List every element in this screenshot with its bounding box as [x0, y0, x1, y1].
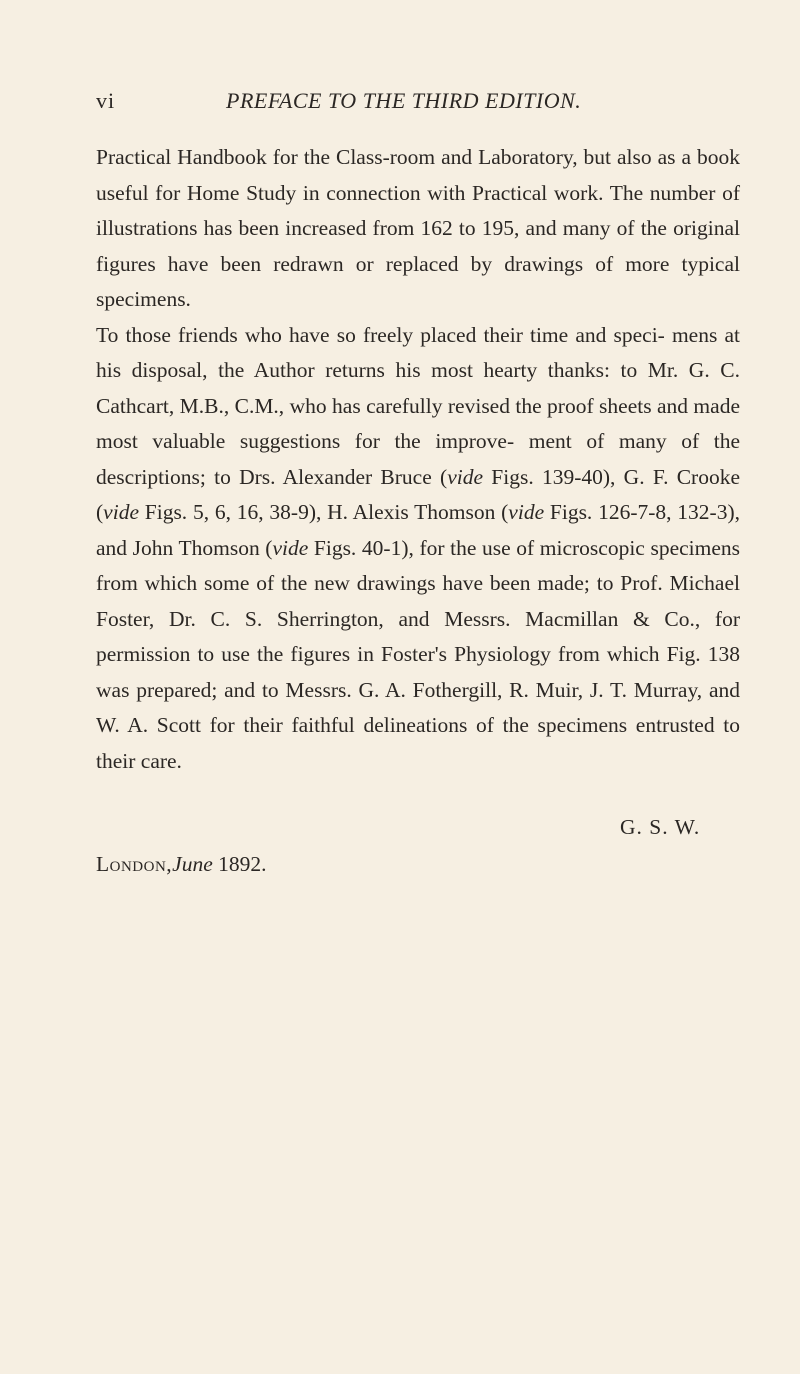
running-title: PREFACE TO THE THIRD EDITION.: [226, 88, 582, 113]
text-segment: Practical Handbook for the Class-room and Laboratory, but also as a book useful for Home Study in connection with Practical work. The number of illustrations has been increased from 162 to 195, and many of the original figures have been redrawn or replaced by drawings of more typical specimens.: [96, 145, 740, 311]
author-initials: G. S. W.: [620, 815, 701, 839]
text-segment: Figs. 40-1), for the use of microscopic specimens from which some of the new drawings have been made; to Prof. Michael Foster, Dr. C. S. Sherrington, and Messrs. Macmillan & Co., for permission to use the figures in Foster's Physiology from which Fig. 138 was prepared; and to Messrs. G. A. Fothergill, R. Muir, J. T. Murray, and W. A. Scott for their faithful delineations of the specimens entrusted to their care.: [96, 535, 741, 773]
dateline-place: London,: [96, 852, 173, 876]
paragraph-2: [96, 318, 740, 780]
dateline-month: June: [172, 852, 213, 876]
body-text: [96, 140, 740, 779]
running-head: [96, 88, 736, 118]
italic-text: vide: [103, 500, 139, 524]
dateline: [96, 852, 267, 877]
italic-text: vide: [508, 500, 545, 524]
text-segment: Figs. 126-7-8, 132-3), and John Thomson (: [96, 500, 740, 560]
text-segment: Figs. 139-40), G. F. Crooke (: [96, 464, 741, 524]
dateline-year: 1892.: [212, 852, 267, 876]
italic-text: vide: [447, 464, 484, 489]
text-segment: Figs. 5, 6, 16, 38-9), H. Alexis Thomson (: [138, 500, 509, 524]
italic-text: vide: [272, 535, 309, 560]
page-number: vi: [96, 88, 116, 113]
paragraph-1: [96, 140, 740, 318]
text-segment: To those friends who have so freely placed their time and speci- mens at his disposal, the Author returns his most hearty thanks: to Mr. G. C. Cathcart, M.B., C.M., who has carefully revised the proof sheets and made most valuable suggestions for the improve- ment of many of the descriptions; to Drs. Alexander Bruce (: [96, 322, 740, 489]
